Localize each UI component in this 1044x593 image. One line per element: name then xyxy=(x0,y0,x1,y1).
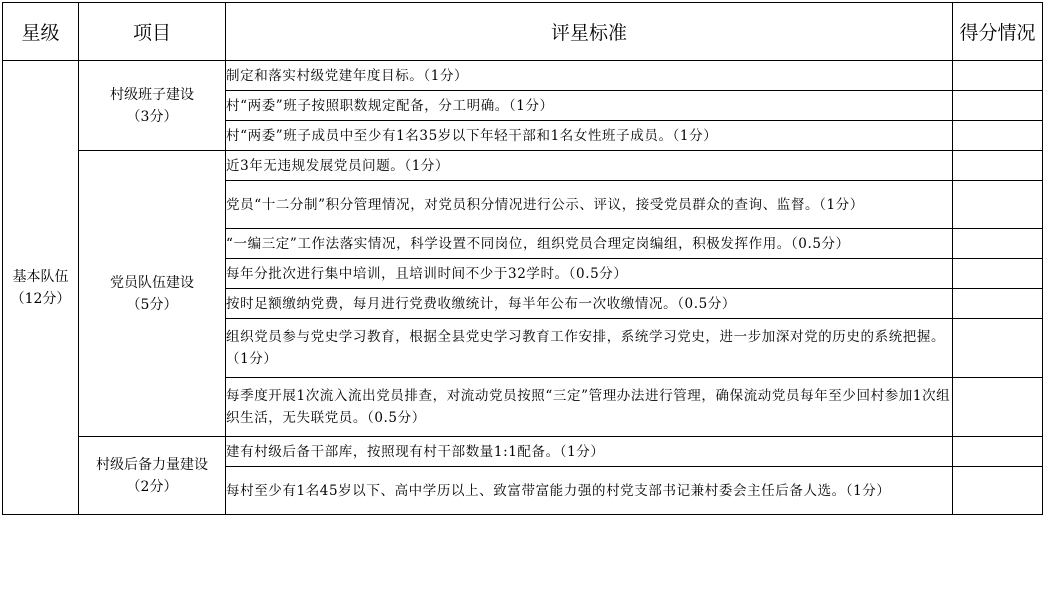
star-level-name: 基本队伍 xyxy=(12,268,69,285)
criterion-cell: “一编三定”工作法落实情况，科学设置不同岗位，组织党员合理定岗编组，积极发挥作用。（0.5分） xyxy=(226,229,953,259)
group-name: 村级后备力量建设 xyxy=(96,456,208,473)
score-cell xyxy=(953,437,1043,467)
criterion-cell: 每季度开展1次流入流出党员排查，对流动党员按照“三定”管理办法进行管理，确保流动党员每年至少回村参加1次组织生活，无失联党员。（0.5分） xyxy=(226,378,953,437)
header-star-level: 星级 xyxy=(3,3,79,61)
criterion-cell: 每村至少有1名45岁以下、高中学历以上、致富带富能力强的村党支部书记兼村委会主任后备人选。（1分） xyxy=(226,467,953,515)
score-cell xyxy=(953,289,1043,319)
group-name: 村级班子建设 xyxy=(110,86,194,103)
header-row xyxy=(3,3,1043,61)
score-cell xyxy=(953,121,1043,151)
header-criteria: 评星标准 xyxy=(226,3,953,61)
criterion-cell: 近3年无违规发展党员问题。（1分） xyxy=(226,151,953,181)
criterion-cell: 党员“十二分制”积分管理情况，对党员积分情况进行公示、评议，接受党员群众的查询、监督。（1分） xyxy=(226,181,953,229)
score-cell xyxy=(953,319,1043,378)
group-points: （2分） xyxy=(126,478,178,495)
score-cell xyxy=(953,229,1043,259)
criterion-cell: 按时足额缴纳党费，每月进行党费收缴统计，每半年公布一次收缴情况。（0.5分） xyxy=(226,289,953,319)
group-points: （3分） xyxy=(126,108,178,125)
score-cell xyxy=(953,259,1043,289)
group-cell-members xyxy=(79,151,226,437)
scoring-table xyxy=(2,2,1043,515)
score-cell xyxy=(953,181,1043,229)
table-row xyxy=(3,437,1043,467)
star-level-cell xyxy=(3,61,79,515)
score-cell xyxy=(953,61,1043,91)
group-cell-reserve xyxy=(79,437,226,515)
star-level-points: （12分） xyxy=(10,290,71,307)
group-cell-leadership xyxy=(79,61,226,151)
score-cell xyxy=(953,378,1043,437)
criterion-cell: 每年分批次进行集中培训，且培训时间不少于32学时。（0.5分） xyxy=(226,259,953,289)
score-cell xyxy=(953,151,1043,181)
criterion-cell: 村“两委”班子按照职数规定配备，分工明确。（1分） xyxy=(226,91,953,121)
criterion-cell: 组织党员参与党史学习教育，根据全县党史学习教育工作安排，系统学习党史，进一步加深对党的历史的系统把握。（1分） xyxy=(226,319,953,378)
criterion-cell: 制定和落实村级党建年度目标。（1分） xyxy=(226,61,953,91)
header-item: 项目 xyxy=(79,3,226,61)
criterion-cell: 建有村级后备干部库，按照现有村干部数量1:1配备。（1分） xyxy=(226,437,953,467)
header-score: 得分情况 xyxy=(953,3,1043,61)
score-cell xyxy=(953,91,1043,121)
table-row xyxy=(3,61,1043,91)
group-name: 党员队伍建设 xyxy=(110,274,194,291)
table-row xyxy=(3,151,1043,181)
group-points: （5分） xyxy=(126,296,178,313)
criterion-cell: 村“两委”班子成员中至少有1名35岁以下年轻干部和1名女性班子成员。（1分） xyxy=(226,121,953,151)
score-cell xyxy=(953,467,1043,515)
